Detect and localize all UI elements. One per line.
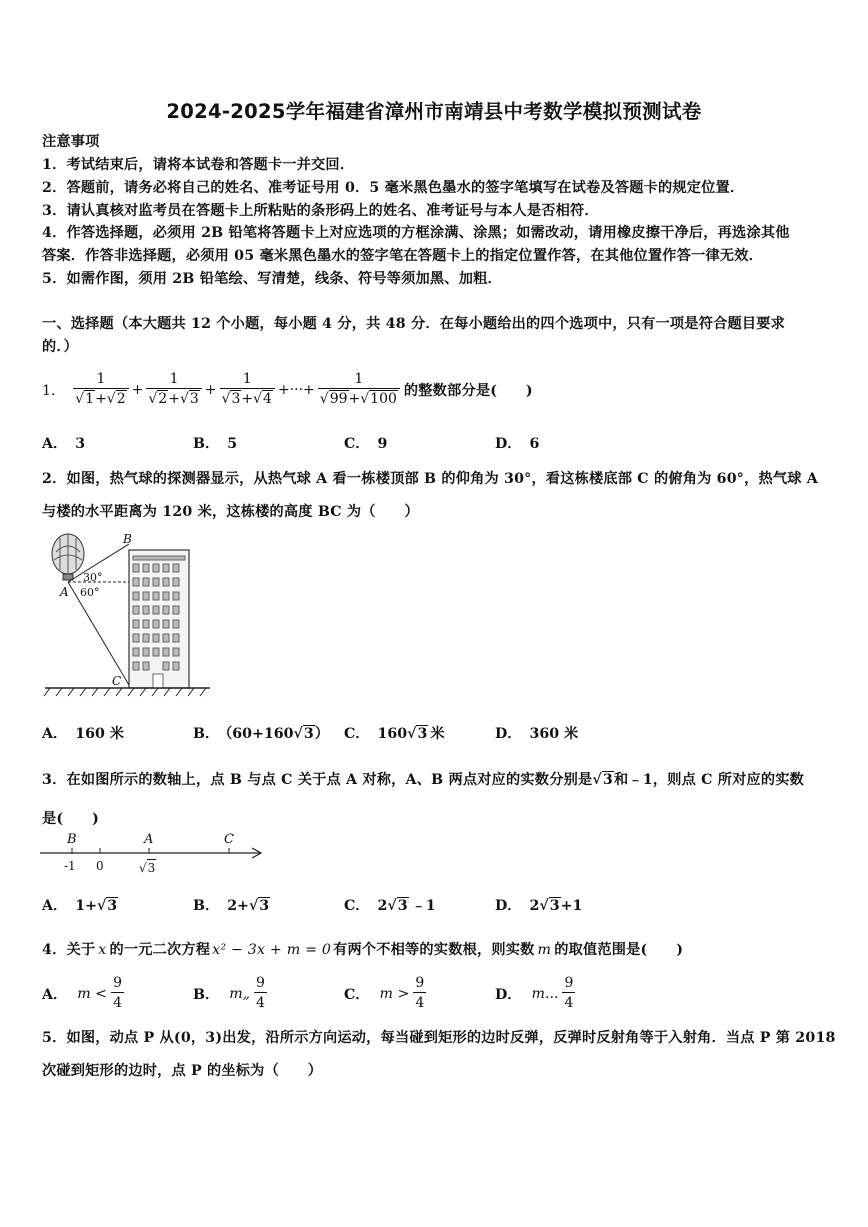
balloon-icon <box>52 534 84 580</box>
section-heading: 一、选择题（本大题共 12 个小题，每小题 4 分，共 48 分．在每小题给出的四个选项中，只有一项是符合题目要求 <box>42 316 786 332</box>
q3-text-2: 是( ) <box>42 811 99 827</box>
q2-angle-60: 60° <box>80 586 100 599</box>
q1-number: 1． <box>42 383 66 399</box>
section-heading-cont: 的．） <box>42 339 79 355</box>
q1-option-d: D． 6 <box>495 436 540 452</box>
q2-text-1: 2．如图，热气球的探测器显示，从热气球 A 看一栋楼顶部 B 的仰角为 30°，看这栋楼底部 C 的俯角为 60°，热气球 A <box>42 471 818 487</box>
q4-option-b: B． m„ $\frac{9}{4}$ <box>193 975 265 1011</box>
q1-option-b: B． 5 <box>193 436 238 452</box>
notice-heading: 注意事项 <box>42 134 100 150</box>
q3-tick-sqrt3: √3 <box>139 861 156 875</box>
q3-label-b: B <box>67 832 77 847</box>
q4-option-c: C． m > $\frac{9}{4}$ <box>344 975 425 1011</box>
q4-option-d: D． m... $\frac{9}{4}$ <box>495 975 574 1011</box>
q5-text-2: 次碰到矩形的边时，点 P 的坐标为（ ） <box>42 1063 323 1079</box>
q2-text-2: 与楼的水平距离为 120 米，这栋楼的高度 BC 为（ ） <box>42 504 419 520</box>
q3-number-line <box>38 830 268 880</box>
q1-term-1: $\frac{1}{√1+√2}$ <box>73 371 128 409</box>
notice-item-1: 1．考试结束后，请将本试卷和答题卡一并交回． <box>42 157 355 173</box>
q4-option-a: A． m < $\frac{9}{4}$ <box>42 975 122 1011</box>
notice-item-4-cont: 答案．作答非选择题，必须用 05 毫米黑色墨水的签字笔在答题卡上的指定位置作答，在其他位置作答一律无效． <box>42 248 764 264</box>
q2-label-c: C <box>112 674 122 688</box>
q3-option-c: C． 2√3 ﹣1 <box>344 898 436 914</box>
q3-text-1: 3．在如图所示的数轴上，点 B 与点 C 关于点 A 对称，A、B 两点对应的实数分别是√3和﹣1，则点 C 所对应的实数 <box>42 772 805 788</box>
q3-label-a: A <box>144 832 154 847</box>
q3-tick-minus1: -1 <box>64 859 76 873</box>
q4-text: 4．关于 x 的一元二次方程 x² − 3x + m = 0 有两个不相等的实数根，则实数 m 的取值范围是( ) <box>42 942 684 958</box>
q2-option-c: C． 160√3 米 <box>344 726 445 742</box>
q3-option-a: A． 1+√3 <box>42 898 118 914</box>
building-icon <box>129 550 189 688</box>
question-1: 1． $\frac{1}{√1+√2}$ + $\frac{1}{√2+√3}$ + $\frac{1}{√3+√4}$ +···+ $\frac{1}{√99+√100}$ 的整数部分是( ) <box>42 371 533 407</box>
q2-angle-30: 30° <box>83 571 103 584</box>
q2-label-b: B <box>123 532 132 546</box>
q3-option-b: B． 2+√3 <box>193 898 270 914</box>
q2-figure <box>40 530 215 700</box>
q1-option-a: A． 3 <box>42 436 86 452</box>
page-title: 2024-2025学年福建省漳州市南靖县中考数学模拟预测试卷 <box>166 100 702 123</box>
q2-option-d: D． 360 米 <box>495 726 579 742</box>
q3-option-d: D． 2√3+1 <box>495 898 583 914</box>
q1-option-c: C． 9 <box>344 436 388 452</box>
q5-text-1: 5．如图，动点 P 从(0，3)出发，沿所示方向运动，每当碰到矩形的边时反弹，反弹时反射角等于入射角．当点 P 第 2018 <box>42 1030 836 1046</box>
q1-term-2: $\frac{1}{√2+√3}$ <box>146 371 201 409</box>
notice-item-2: 2．答题前，请务必将自己的姓名、准考证号用 0．5 毫米黑色墨水的签字笔填写在试卷及答题卡的规定位置． <box>42 180 745 196</box>
q2-label-a: A <box>60 585 69 599</box>
q2-option-a: A． 160 米 <box>42 726 124 742</box>
notice-item-4: 4．作答选择题，必须用 2B 铅笔将答题卡上对应选项的方框涂满、涂黑；如需改动，请用橡皮擦干净后，再选涂其他 <box>42 225 790 241</box>
q1-term-3: $\frac{1}{√3+√4}$ <box>220 371 275 409</box>
q2-option-b: B． （60+160√3） <box>193 726 329 742</box>
q3-label-c: C <box>224 832 234 847</box>
q1-ellipsis: +···+ <box>277 382 315 398</box>
q1-tail: 的整数部分是( ) <box>403 383 533 399</box>
notice-item-5: 5．如需作图，须用 2B 铅笔绘、写清楚，线条、符号等须加黑、加粗． <box>42 271 502 287</box>
q1-term-n: $\frac{1}{√99+√100}$ <box>318 371 400 409</box>
q3-tick-0: 0 <box>96 859 104 873</box>
notice-item-3: 3．请认真核对监考员在答题卡上所粘贴的条形码上的姓名、准考证号与本人是否相符． <box>42 203 599 219</box>
